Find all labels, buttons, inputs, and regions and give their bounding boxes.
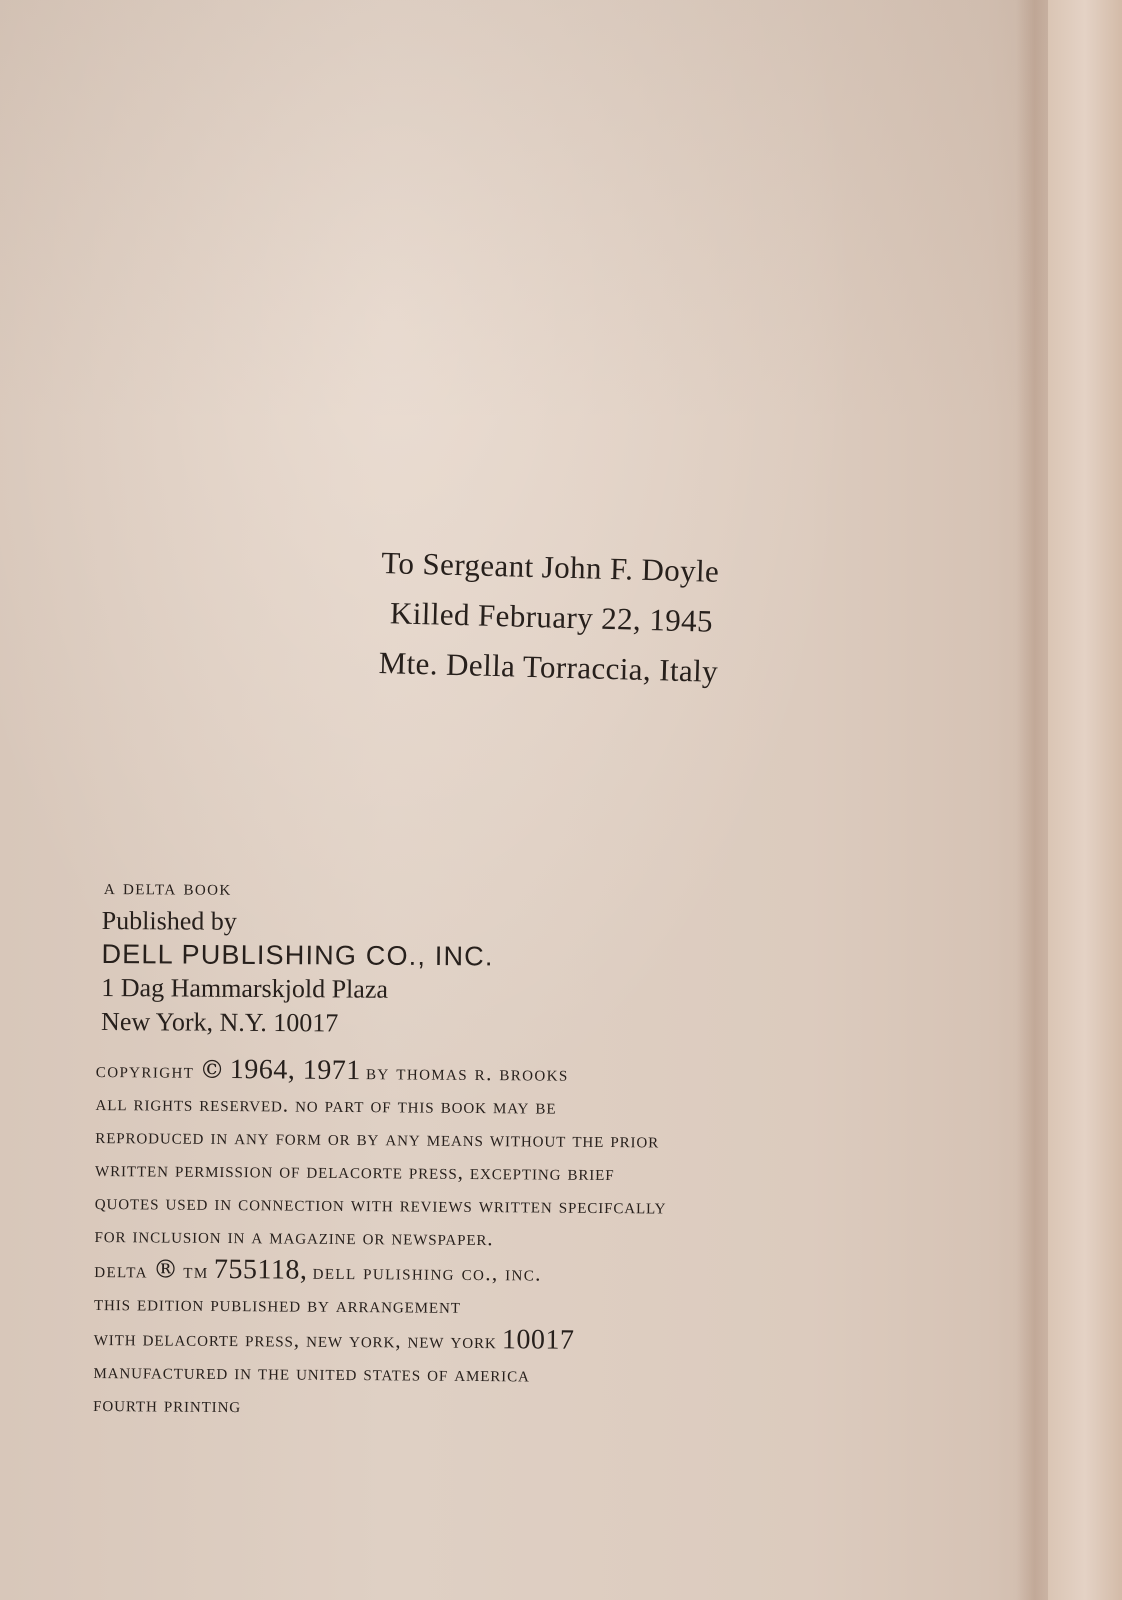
publisher-address-line-1: 1 Dag Hammarskjold Plaza xyxy=(101,972,389,1004)
edition-line-1: this edition published by arrangement xyxy=(93,1290,461,1318)
rights-line-3: written permission of delacorte press, excepting brief xyxy=(94,1156,615,1186)
copyright-prefix: copyright xyxy=(95,1057,195,1083)
trademark-prefix: delta xyxy=(94,1257,148,1283)
publisher-name: DELL PUBLISHING CO., INC. xyxy=(101,938,494,972)
publisher-address-line-2: New York, N.Y. 10017 xyxy=(101,1006,339,1038)
trademark-label: tm xyxy=(183,1258,209,1283)
dedication-line-1: To Sergeant John F. Doyle xyxy=(380,544,720,589)
trademark-number: 755118, xyxy=(213,1253,308,1286)
edition-line-2-text: with delacorte press, new york, new york xyxy=(93,1325,497,1354)
trademark-owner: dell pulishing co., inc. xyxy=(312,1259,542,1286)
dedication-line-3: Mte. Della Torraccia, Italy xyxy=(378,644,719,689)
copyright-symbol: © xyxy=(199,1054,225,1085)
copyright-years: 1964, 1971 xyxy=(229,1054,361,1087)
page-shadow xyxy=(0,0,1122,420)
edition-zip: 10017 xyxy=(501,1324,575,1356)
publisher-imprint xyxy=(101,875,662,1042)
rights-line-4: quotes used in connection with reviews written specifcally xyxy=(94,1189,667,1219)
printing-line: fourth printing xyxy=(93,1391,242,1418)
registered-icon: ® xyxy=(153,1254,179,1284)
published-by-label: Published by xyxy=(101,905,237,936)
copyright-block xyxy=(93,1052,926,1428)
book-gutter xyxy=(1016,0,1050,1600)
manufactured-line: manufactured in the united states of america xyxy=(93,1358,530,1387)
series-name: a delta book xyxy=(103,874,232,900)
copyright-author: by thomas r. brooks xyxy=(365,1060,569,1086)
dedication xyxy=(378,538,832,720)
dedication-line-2: Killed February 22, 1945 xyxy=(389,595,714,639)
rights-line-2: reproduced in any form or by any means without the prior xyxy=(95,1123,660,1153)
rights-line-1: all rights reserved. no part of this book may be xyxy=(95,1090,557,1119)
facing-page-edge xyxy=(1048,0,1122,1600)
rights-line-5: for inclusion in a magazine or newspaper. xyxy=(94,1222,494,1251)
